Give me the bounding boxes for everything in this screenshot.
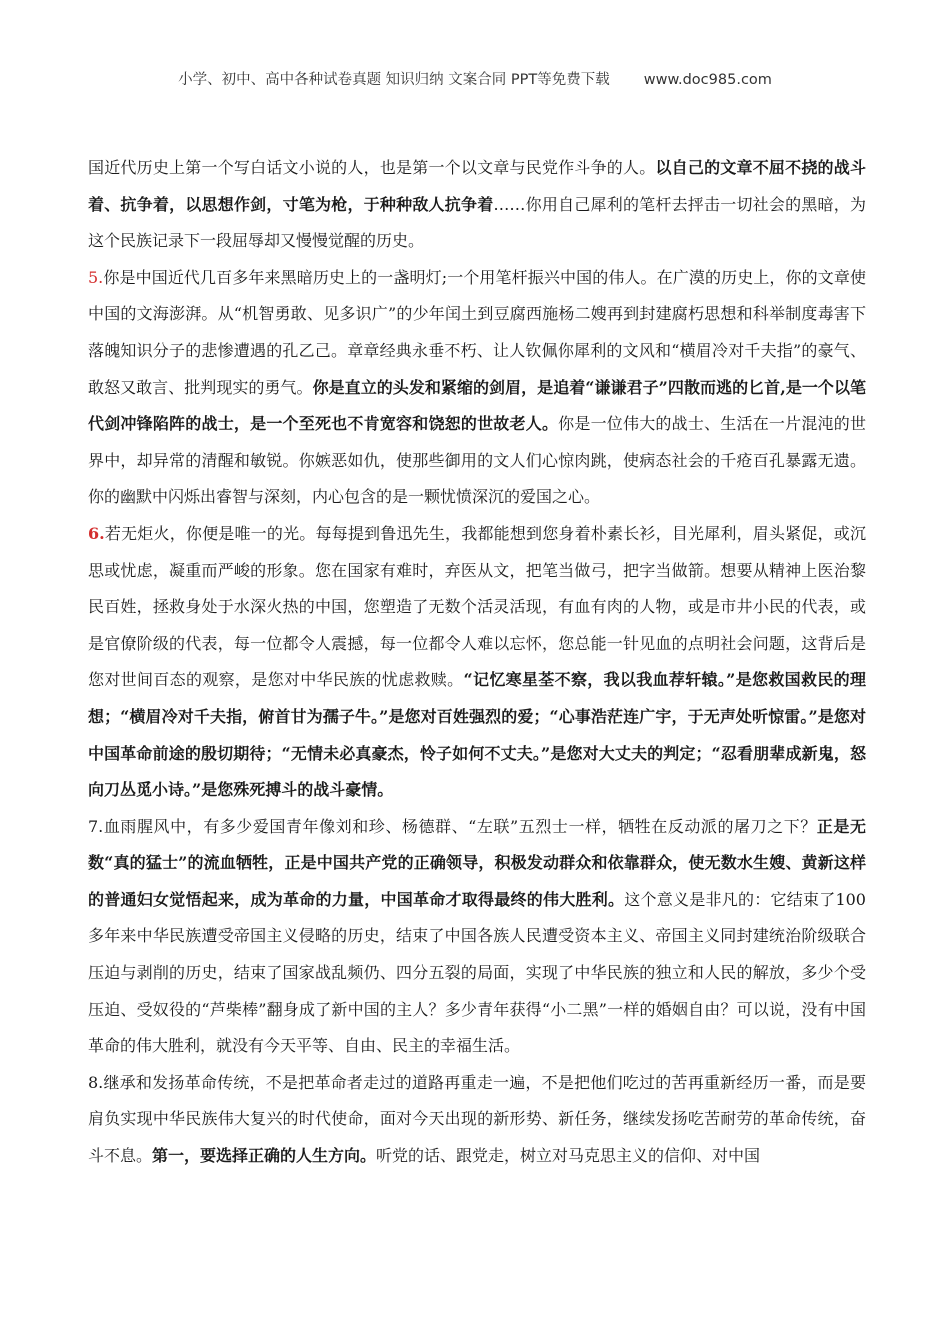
text-segment: 继承和发扬革命传统，不是把革命者走过的道路再重走一遍，不是把他们吃过的苦再重新经历一番，而是要肩负实现中华民族伟大复兴的时代使命，面对今天出现的新形势、新任务，继续发扬吃苦耐劳的革命传统，奋斗不息。 <box>88 1072 866 1166</box>
paragraph-number: 6. <box>88 523 105 543</box>
bold-text-segment: 正是无数“真的猛士”的流血牺牲，正是中国共产党的正确领导，积极发动群众和依靠群众，使无数水生嫂、黄新这样的普通妇女觉悟起来，成为革命的力量，中国革命才取得最终的伟大胜利。 <box>88 816 866 909</box>
paragraph-6 <box>88 516 866 809</box>
header-text: 小学、初中、高中各种试卷真题 知识归纳 文案合同 PPT等免费下载 <box>178 72 610 88</box>
paragraph-8 <box>88 1065 866 1175</box>
paragraph-7 <box>88 809 866 1065</box>
page-header <box>0 68 950 89</box>
text-segment: 你是中国近代几百多年来黑暗历史上的一盏明灯;一个用笔杆振兴中国的伟人。在广漠的历史上，你的文章使中国的文海澎湃。从“机智勇敢、见多识广”的少年闰土到豆腐西施杨二嫂再到封建腐朽思想和科举制度毒害下落魄知识分子的悲惨遭遇的孔乙己。章章经典永垂不朽、让人钦佩你犀利的文风和“横眉冷对千夫指”的豪气、敢怒又敢言、批判现实的勇气。 <box>88 267 866 397</box>
text-segment: 你是一位伟大的战士、生活在一片混沌的世界中，却异常的清醒和敏锐。你嫉恶如仇，使那些御用的文人们心惊肉跳，使病态社会的千疮百孔暴露无遗。你的幽默中闪烁出睿智与深刻，内心包含的是一颗忧愤深沉的爱国之心。 <box>88 414 866 507</box>
paragraph-5 <box>88 260 866 516</box>
paragraph-number: 7. <box>88 816 104 836</box>
paragraph-number: 8. <box>88 1072 104 1092</box>
paragraph-continuation <box>88 150 866 260</box>
text-segment: 国近代历史上第一个写白话文小说的人，也是第一个以文章与民党作斗争的人。 <box>88 158 656 177</box>
text-segment: ……你用自己犀利的笔杆去抨击一切社会的黑暗，为这个民族记录下一段屈辱却又慢慢觉醒的历史。 <box>88 194 866 251</box>
bold-text-segment: 第一，要选择正确的人生方向。 <box>152 1146 377 1166</box>
text-segment: 若无炬火，你便是唯一的光。每每提到鲁迅先生，我都能想到您身着朴素长衫，目光犀利，眉头紧促，或沉思或忧虑，凝重而严峻的形象。您在国家有难时，弃医从文，把笔当做弓，把字当做箭。想要从精神上医治黎民百姓，拯救身处于水深火热的中国，您塑造了无数个活灵活现，有血有肉的人物，或是市井小民的代表，或是官僚阶级的代表，每一位都令人震撼，每一位都令人难以忘怀，您总能一针见血的点明社会问题，这背后是您对世间百态的观察，是您对中华民族的忧虑救赎。 <box>88 523 866 690</box>
bold-text-segment: 以自己的文章不屈不挠的战斗着、抗争着，以思想作剑，寸笔为枪，于种种敌人抗争着 <box>88 158 866 214</box>
bold-text-segment: 你是直立的头发和紧缩的剑眉，是追着“谦谦君子”四散而逃的匕首,是一个以笔代剑冲锋陷阵的战士，是一个至死也不肯宽容和饶恕的世故老人。 <box>88 377 866 434</box>
document-body <box>88 150 866 1175</box>
bold-text-segment: “记忆寒星荃不察，我以我血荐轩辕。”是您救国救民的理想；“横眉冷对千夫指，俯首甘为孺子牛。”是您对百姓强烈的爱；“心事浩茫连广宇，于无声处听惊雷。”是您对中国革命前途的殷切期待；“无情未必真豪杰，怜子如何不丈夫。”是您对大丈夫的判定；“忍看朋辈成新鬼，怒向刀丛觅小诗。”是您殊死搏斗的战斗豪情。 <box>88 670 866 800</box>
text-segment: 这个意义是非凡的：它结束了100多年来中华民族遭受帝国主义侵略的历史，结束了中国各族人民遭受资本主义、帝国主义同封建统治阶级联合压迫与剥削的历史，结束了国家战乱频仍、四分五裂的局面，实现了中华民族的独立和人民的解放，多少个受压迫、受奴役的“芦柴棒”翻身成了新中国的主人？多少青年获得“小二黑”一样的婚姻自由？可以说，没有中国革命的伟大胜利，就没有今天平等、自由、民主的幸福生活。 <box>88 889 866 1056</box>
header-url[interactable]: www.doc985.com <box>643 72 772 88</box>
text-segment: 听党的话、跟党走，树立对马克思主义的信仰、对中国 <box>376 1146 761 1166</box>
text-segment: 血雨腥风中，有多少爱国青年像刘和珍、杨德群、“左联”五烈士一样，牺牲在反动派的屠刀之下？ <box>103 816 817 836</box>
paragraph-number: 5. <box>88 267 104 287</box>
